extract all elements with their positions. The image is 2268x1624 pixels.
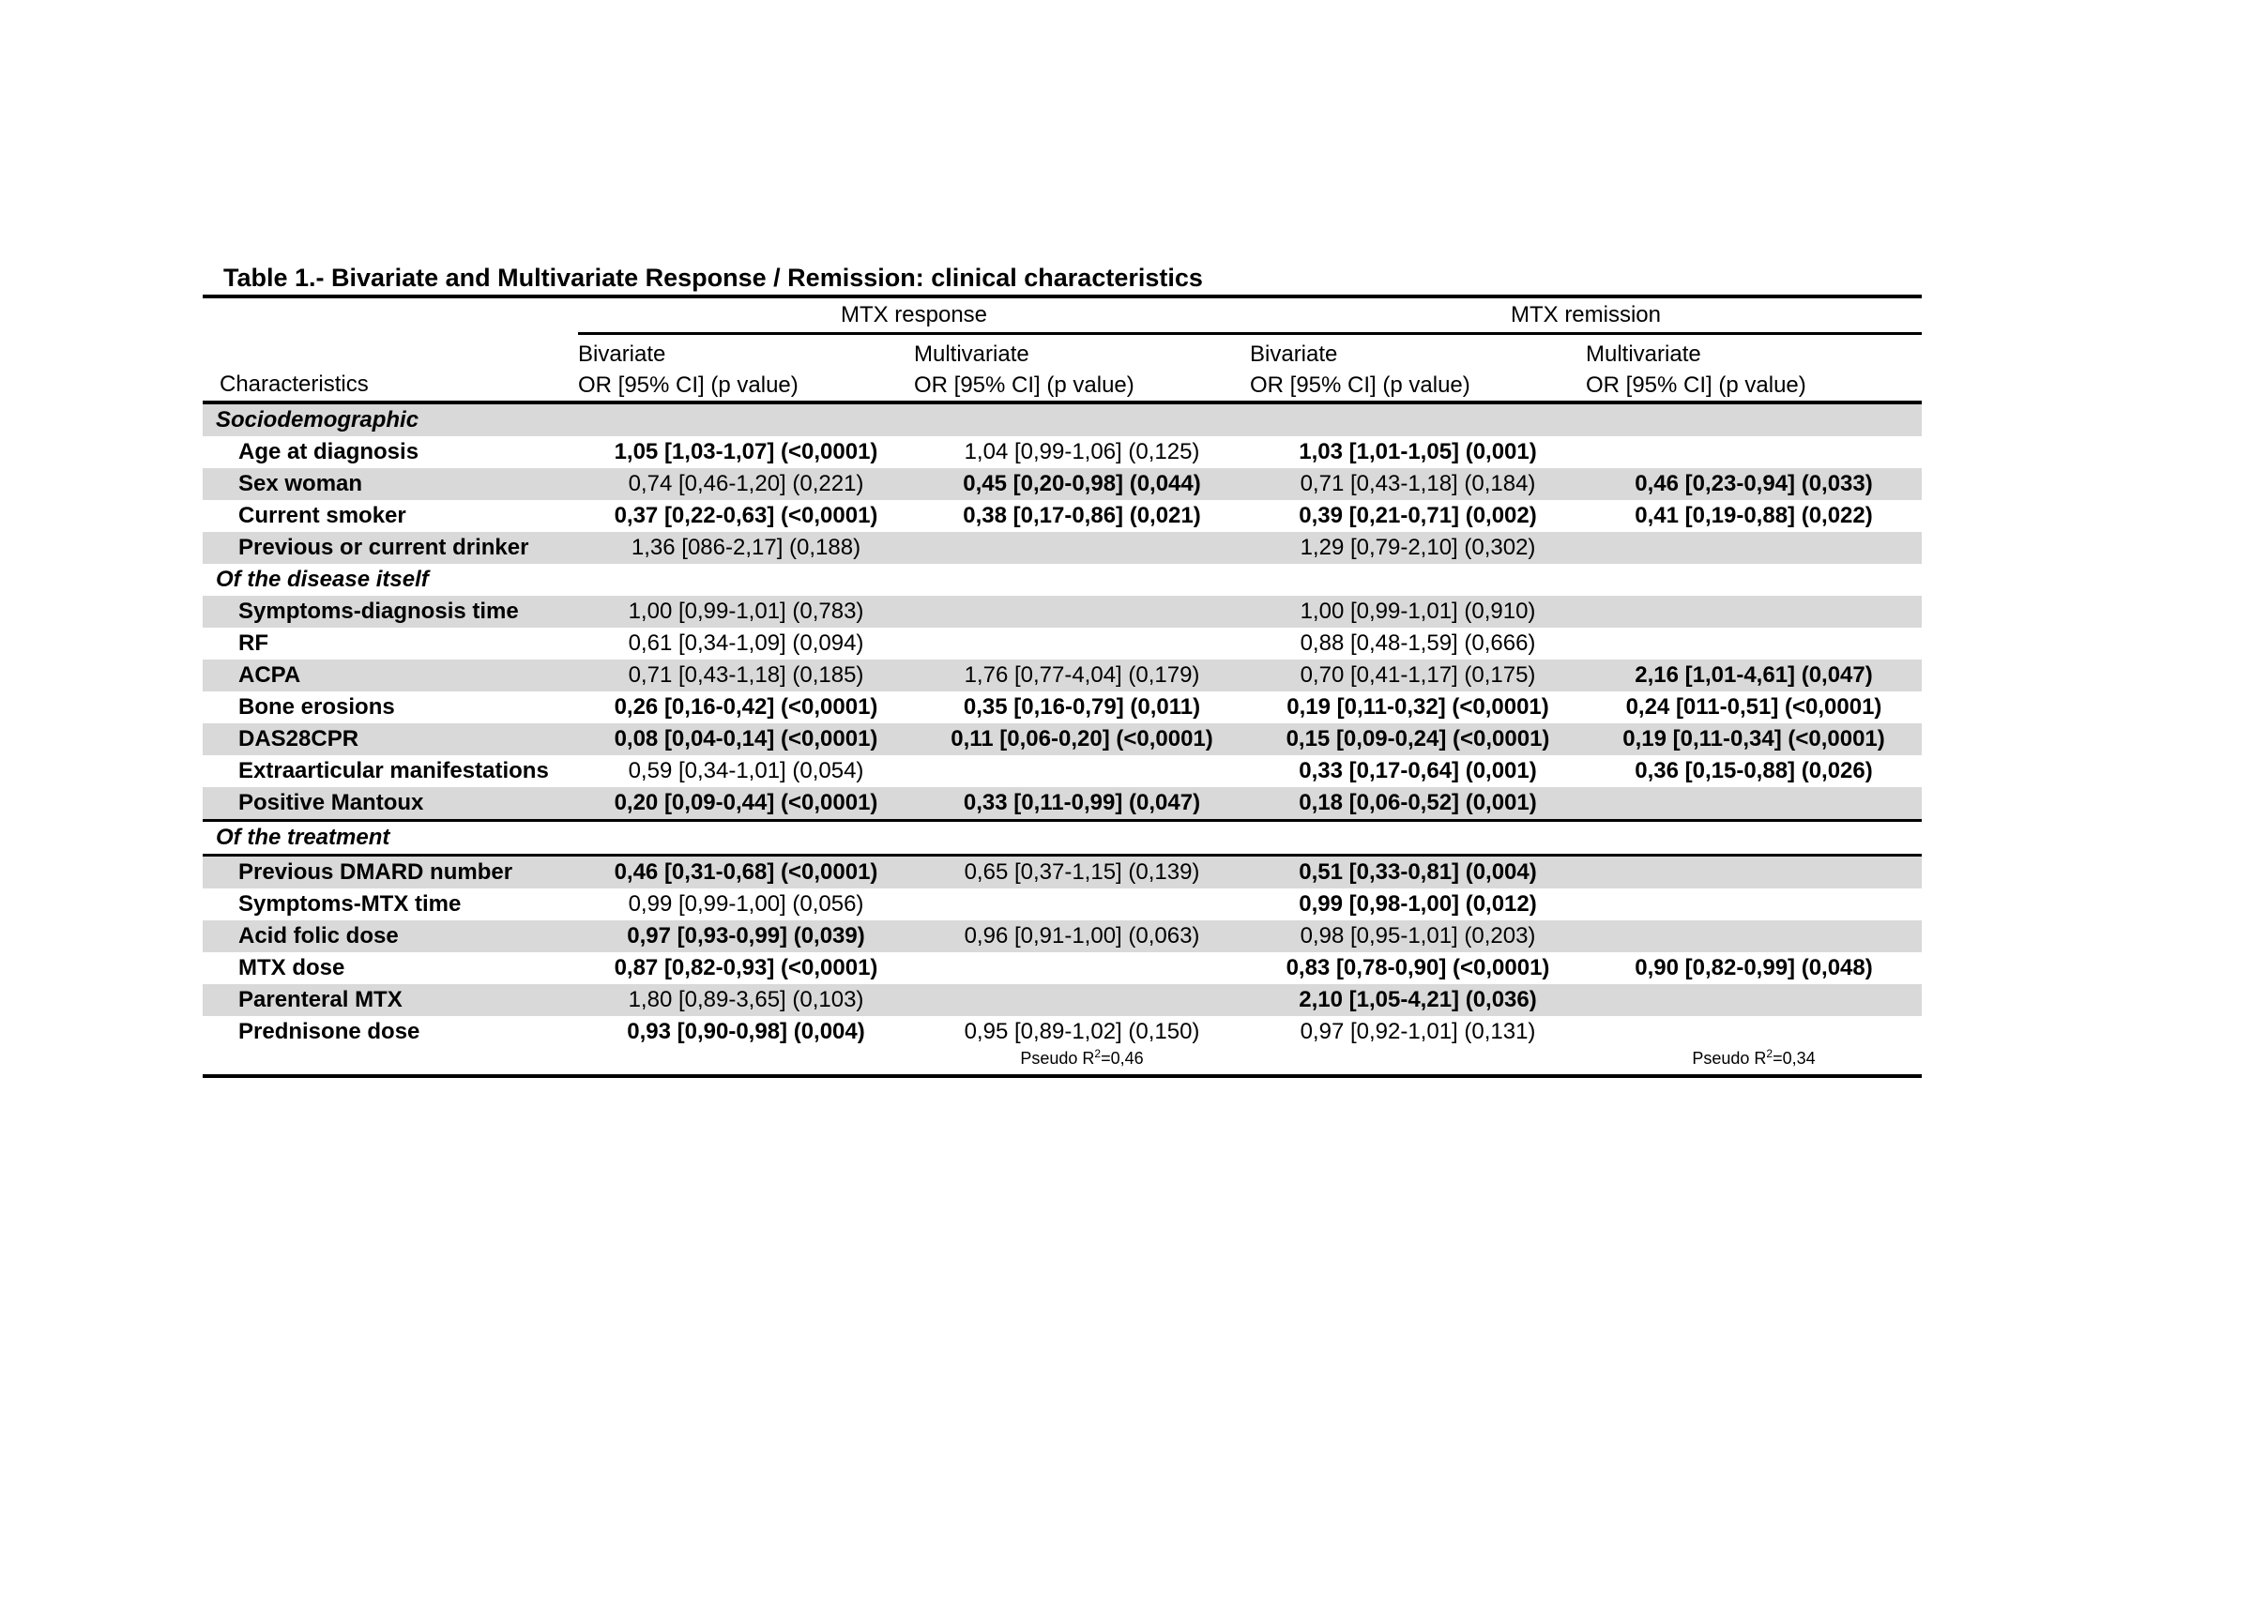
table-cell: 0,37 [0,22-0,63] (<0,0001) xyxy=(614,503,878,528)
table-cell: 0,96 [0,91-1,00] (0,063) xyxy=(914,920,1250,952)
table-cell: 0,97 [0,92-1,01] (0,131) xyxy=(1300,1019,1536,1044)
table-cell: 0,51 [0,33-0,81] (0,004) xyxy=(1250,856,1586,889)
pseudo-r2-response-prefix: Pseudo R xyxy=(1020,1049,1095,1068)
table-cell: 0,71 [0,43-1,18] (0,185) xyxy=(578,660,914,691)
table-cell: 0,97 [0,93-0,99] (0,039) xyxy=(578,920,914,952)
row-label: MTX dose xyxy=(238,955,345,980)
table-cell: 0,24 [011-0,51] (<0,0001) xyxy=(1625,694,1882,720)
section-header-row xyxy=(203,564,1922,596)
table-cell: 0,71 [0,43-1,18] (0,184) xyxy=(1250,468,1586,500)
pseudo-r2-response-value: =0,46 xyxy=(1101,1049,1144,1068)
header-multivariate-label: Multivariate xyxy=(914,341,1029,367)
table-cell xyxy=(914,755,1250,787)
header-or-ci-label: OR [95% CI] (p value) xyxy=(578,372,799,398)
header-response-multivariate xyxy=(914,334,1250,403)
table-cell: 1,00 [0,99-1,01] (0,783) xyxy=(578,596,914,628)
table-cell: 0,95 [0,89-1,02] (0,150) xyxy=(964,1019,1200,1044)
table-row xyxy=(203,888,1922,920)
table-cell: 0,26 [0,16-0,42] (<0,0001) xyxy=(614,694,878,720)
table-row xyxy=(203,787,1922,821)
table-cell: 0,15 [0,09-0,24] (<0,0001) xyxy=(1250,723,1586,755)
section-title: Of the treatment xyxy=(203,821,1922,856)
table-cell: 0,99 [0,99-1,00] (0,056) xyxy=(628,891,864,917)
table-row xyxy=(203,436,1922,468)
table-cell xyxy=(1586,1016,1922,1048)
table-cell: 0,87 [0,82-0,93] (<0,0001) xyxy=(614,955,878,980)
table-cell: 0,98 [0,95-1,01] (0,203) xyxy=(1250,920,1586,952)
row-label: Prednisone dose xyxy=(238,1019,420,1044)
table-cell xyxy=(1586,984,1922,1016)
pseudo-spacer xyxy=(1250,1048,1586,1076)
table-row xyxy=(203,532,1922,564)
table-cell: 0,35 [0,16-0,79] (0,011) xyxy=(963,694,1201,720)
table-cell xyxy=(914,888,1250,920)
table-cell: 0,33 [0,11-0,99] (0,047) xyxy=(914,787,1250,821)
table-cell xyxy=(914,532,1250,564)
table-row xyxy=(203,984,1922,1016)
group-mtx-remission: MTX remission xyxy=(1250,296,1922,334)
header-remission-multivariate xyxy=(1586,334,1922,403)
table-row xyxy=(203,596,1922,628)
header-or-ci-label: OR [95% CI] (p value) xyxy=(914,372,1134,398)
table-cell: 0,08 [0,04-0,14] (<0,0001) xyxy=(578,723,914,755)
row-label: Sex woman xyxy=(203,468,578,500)
header-or-ci-label: OR [95% CI] (p value) xyxy=(1250,372,1470,398)
table-cell: 0,33 [0,17-0,64] (0,001) xyxy=(1299,758,1537,783)
row-label: Symptoms-MTX time xyxy=(238,891,462,917)
section-title: Sociodemographic xyxy=(203,402,1922,436)
section-header-row xyxy=(203,821,1922,856)
row-label: Positive Mantoux xyxy=(203,787,578,821)
row-label: Bone erosions xyxy=(238,694,395,720)
table-cell: 1,03 [1,01-1,05] (0,001) xyxy=(1299,439,1537,464)
table-cell: 0,39 [0,21-0,71] (0,002) xyxy=(1299,503,1537,528)
table-row xyxy=(203,660,1922,691)
table-cell: 2,10 [1,05-4,21] (0,036) xyxy=(1250,984,1586,1016)
table-cell: 0,46 [0,23-0,94] (0,033) xyxy=(1586,468,1922,500)
table-cell: 0,93 [0,90-0,98] (0,004) xyxy=(627,1019,865,1044)
group-header-spacer xyxy=(203,296,578,334)
table-cell: 1,04 [0,99-1,06] (0,125) xyxy=(964,439,1200,464)
row-label: Acid folic dose xyxy=(203,920,578,952)
table-row xyxy=(203,755,1922,787)
table-cell: 0,19 [0,11-0,34] (<0,0001) xyxy=(1586,723,1922,755)
table-cell: 1,80 [0,89-3,65] (0,103) xyxy=(578,984,914,1016)
table-cell xyxy=(1586,920,1922,952)
table-cell: 1,00 [0,99-1,01] (0,910) xyxy=(1250,596,1586,628)
table-cell: 1,76 [0,77-4,04] (0,179) xyxy=(914,660,1250,691)
table-cell: 0,65 [0,37-1,15] (0,139) xyxy=(914,856,1250,889)
table-body xyxy=(203,296,1922,1048)
section-title: Of the disease itself xyxy=(203,564,1922,596)
header-remission-bivariate xyxy=(1250,334,1586,403)
table-cell: 0,20 [0,09-0,44] (<0,0001) xyxy=(578,787,914,821)
table-row xyxy=(203,500,1922,532)
row-label: Symptoms-diagnosis time xyxy=(203,596,578,628)
group-header-row xyxy=(203,296,1922,334)
table-cell: 0,61 [0,34-1,09] (0,094) xyxy=(628,630,864,656)
table-cell: 0,38 [0,17-0,86] (0,021) xyxy=(963,503,1201,528)
pseudo-r2-row xyxy=(203,1048,1922,1076)
table-cell xyxy=(1586,628,1922,660)
table-row xyxy=(203,1016,1922,1048)
document-page xyxy=(203,261,1922,1078)
group-mtx-response: MTX response xyxy=(578,296,1250,334)
table-cell xyxy=(1586,532,1922,564)
table-cell xyxy=(1586,888,1922,920)
table-cell: 0,83 [0,78-0,90] (<0,0001) xyxy=(1286,955,1550,980)
results-table xyxy=(203,295,1922,1078)
table-cell xyxy=(1586,787,1922,821)
table-cell: 1,29 [0,79-2,10] (0,302) xyxy=(1250,532,1586,564)
table-cell: 0,90 [0,82-0,99] (0,048) xyxy=(1635,955,1873,980)
pseudo-r2-remission-value: =0,34 xyxy=(1773,1049,1816,1068)
row-label: RF xyxy=(238,630,268,656)
table-cell xyxy=(1586,856,1922,889)
table-cell: 0,74 [0,46-1,20] (0,221) xyxy=(578,468,914,500)
table-title: Table 1.- Bivariate and Multivariate Response / Remission: clinical characteristics xyxy=(223,264,1203,292)
table-row xyxy=(203,856,1922,889)
row-label: Current smoker xyxy=(238,503,406,528)
table-cell: 1,36 [086-2,17] (0,188) xyxy=(578,532,914,564)
pseudo-r2-remission-sup: 2 xyxy=(1766,1048,1773,1060)
table-cell: 0,59 [0,34-1,01] (0,054) xyxy=(628,758,864,783)
header-response-bivariate xyxy=(578,334,914,403)
table-cell xyxy=(1586,596,1922,628)
row-label: Parenteral MTX xyxy=(203,984,578,1016)
header-or-ci-label: OR [95% CI] (p value) xyxy=(1586,372,1806,398)
table-cell: 0,70 [0,41-1,17] (0,175) xyxy=(1250,660,1586,691)
table-cell: 0,45 [0,20-0,98] (0,044) xyxy=(914,468,1250,500)
row-label: DAS28CPR xyxy=(203,723,578,755)
table-cell xyxy=(914,628,1250,660)
header-bivariate-label: Bivariate xyxy=(578,341,666,367)
pseudo-spacer xyxy=(578,1048,914,1076)
table-cell: 0,99 [0,98-1,00] (0,012) xyxy=(1299,891,1537,917)
row-label: ACPA xyxy=(203,660,578,691)
pseudo-spacer xyxy=(203,1048,578,1076)
header-bivariate-label: Bivariate xyxy=(1250,341,1338,367)
row-label: Extraarticular manifestations xyxy=(238,758,549,783)
table-cell: 0,36 [0,15-0,88] (0,026) xyxy=(1635,758,1873,783)
pseudo-r2-remission-prefix: Pseudo R xyxy=(1692,1049,1767,1068)
pseudo-r2-response-sup: 2 xyxy=(1094,1048,1102,1060)
table-cell: 1,05 [1,03-1,07] (<0,0001) xyxy=(614,439,878,464)
section-header-row xyxy=(203,402,1922,436)
table-row xyxy=(203,920,1922,952)
header-multivariate-label: Multivariate xyxy=(1586,341,1701,367)
column-header-row xyxy=(203,334,1922,403)
table-cell: 0,46 [0,31-0,68] (<0,0001) xyxy=(578,856,914,889)
header-characteristics: Characteristics xyxy=(203,334,578,403)
table-cell: 0,19 [0,11-0,32] (<0,0001) xyxy=(1286,694,1549,720)
table-cell xyxy=(914,596,1250,628)
table-cell: 0,41 [0,19-0,88] (0,022) xyxy=(1635,503,1873,528)
row-label: Previous or current drinker xyxy=(203,532,578,564)
pseudo-r2-response xyxy=(914,1048,1250,1076)
table-cell: 0,88 [0,48-1,59] (0,666) xyxy=(1300,630,1536,656)
table-row xyxy=(203,468,1922,500)
table-cell xyxy=(914,984,1250,1016)
pseudo-r2-remission xyxy=(1586,1048,1922,1076)
row-label: Previous DMARD number xyxy=(203,856,578,889)
table-cell: 0,11 [0,06-0,20] (<0,0001) xyxy=(914,723,1250,755)
table-cell xyxy=(914,952,1250,984)
table-row xyxy=(203,723,1922,755)
table-cell: 0,18 [0,06-0,52] (0,001) xyxy=(1250,787,1586,821)
table-row xyxy=(203,952,1922,984)
row-label: Age at diagnosis xyxy=(238,439,419,464)
table-row xyxy=(203,691,1922,723)
table-cell: 2,16 [1,01-4,61] (0,047) xyxy=(1586,660,1922,691)
table-cell xyxy=(1586,436,1922,468)
table-row xyxy=(203,628,1922,660)
